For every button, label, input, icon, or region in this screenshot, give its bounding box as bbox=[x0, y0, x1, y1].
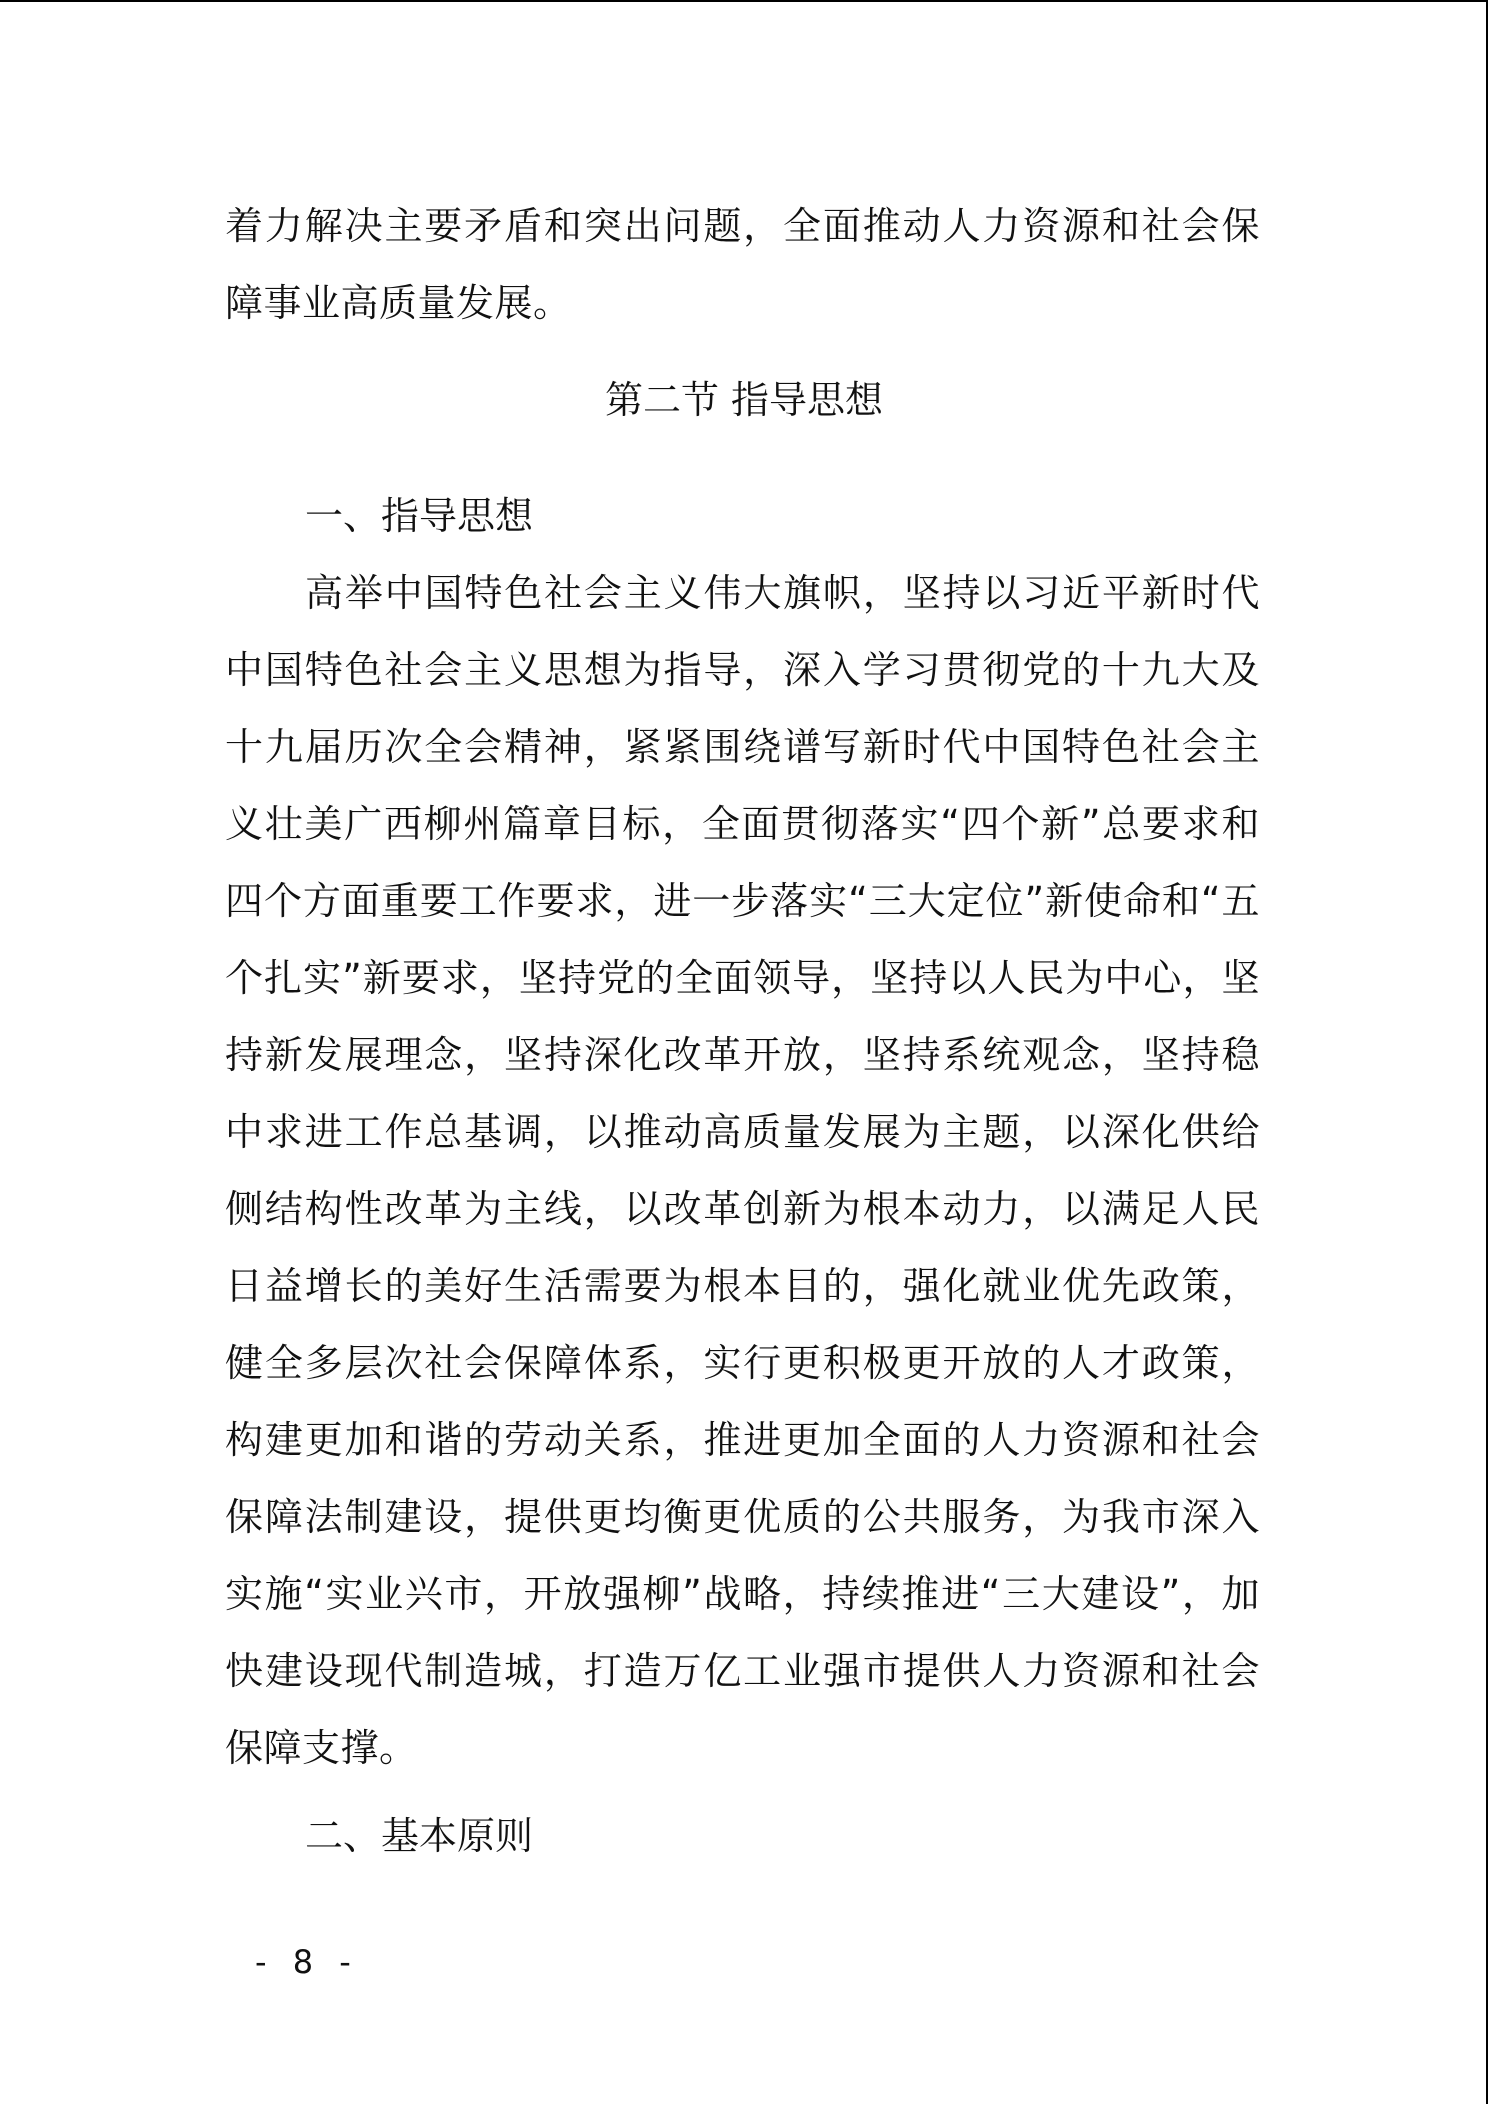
subsection-heading-basic-principles: 二、基本原则 bbox=[305, 1814, 534, 1858]
subsection-heading-guiding-ideology: 一、指导思想 bbox=[305, 494, 534, 538]
guiding-ideology-paragraph: 高举中国特色社会主义伟大旗帜，坚持以习近平新时代中国特色社会主义思想为指导，深入学习贯彻党的十九大及十九届历次全会精神，紧紧围绕谱写新时代中国特色社会主义壮美广西柳州篇章目标，全面贯彻落实“四个新”总要求和四个方面重要工作要求，进一步落实“三大定位”新使命和“五个扎实”新要求，坚持党的全面领导，坚持以人民为中心，坚持新发展理念，坚持深化改革开放，坚持系统观念，坚持稳中求进工作总基调，以推动高质量发展为主题，以深化供给侧结构性改革为主线，以改革创新为根本动力，以满足人民日益增长的美好生活需要为根本目的，强化就业优先政策，健全多层次社会保障体系，实行更积极更开放的人才政策，构建更加和谐的劳动关系，推进更加全面的人力资源和社会保障法制建设，提供更均衡更优质的公共服务，为我市深入实施“实业兴市，开放强柳”战略，持续推进“三大建设”，加快建设现代制造城，打造万亿工业强市提供人力资源和社会保障支撑。 bbox=[225, 571, 1260, 1770]
intro-paragraph: 着力解决主要矛盾和突出问题，全面推动人力资源和社会保障事业高质量发展。 bbox=[225, 204, 1260, 325]
page-number: - 8 - bbox=[255, 1943, 359, 1981]
section-title: 第二节 指导思想 bbox=[604, 378, 884, 422]
